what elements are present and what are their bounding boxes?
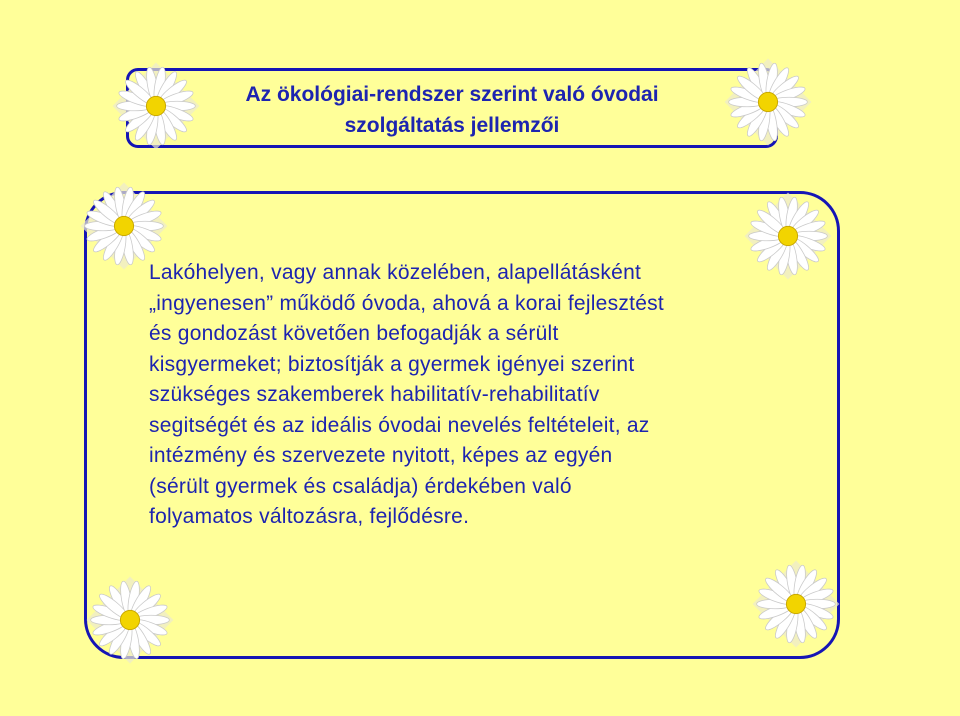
- body-line: Lakóhelyen, vagy annak közelében, alapellátásként: [149, 261, 642, 284]
- body-line: folyamatos változásra, fejlődésre.: [149, 505, 470, 528]
- body-line: szükséges szakemberek habilitatív-rehabilitatív: [149, 383, 600, 406]
- daisy-icon: [108, 58, 204, 154]
- daisy-icon: [740, 188, 836, 284]
- daisy-icon: [748, 556, 844, 652]
- body-line: intézmény és szervezete nyitott, képes az egyén: [149, 444, 613, 467]
- daisy-icon: [82, 572, 178, 668]
- slide-title: [129, 79, 775, 141]
- body-line: „ingyenesen” működő óvoda, ahová a korai fejlesztést: [149, 291, 664, 315]
- body-paragraph: [149, 258, 799, 533]
- title-box: [126, 68, 778, 148]
- daisy-icon: [76, 178, 172, 274]
- body-line: (sérült gyermek és családja) érdekében való: [149, 474, 572, 498]
- title-line-1: Az ökológiai-rendszer szerint való óvodai: [245, 83, 659, 106]
- content-box: [84, 191, 840, 659]
- body-line: segitségét és az ideális óvodai nevelés feltételeit, az: [149, 413, 650, 437]
- title-line-2: szolgáltatás jellemzői: [344, 114, 560, 137]
- body-line: és gondozást követően befogadják a sérült: [149, 322, 559, 345]
- daisy-icon: [720, 54, 816, 150]
- body-line: kisgyermeket; biztosítják a gyermek igényei szerint: [149, 352, 635, 376]
